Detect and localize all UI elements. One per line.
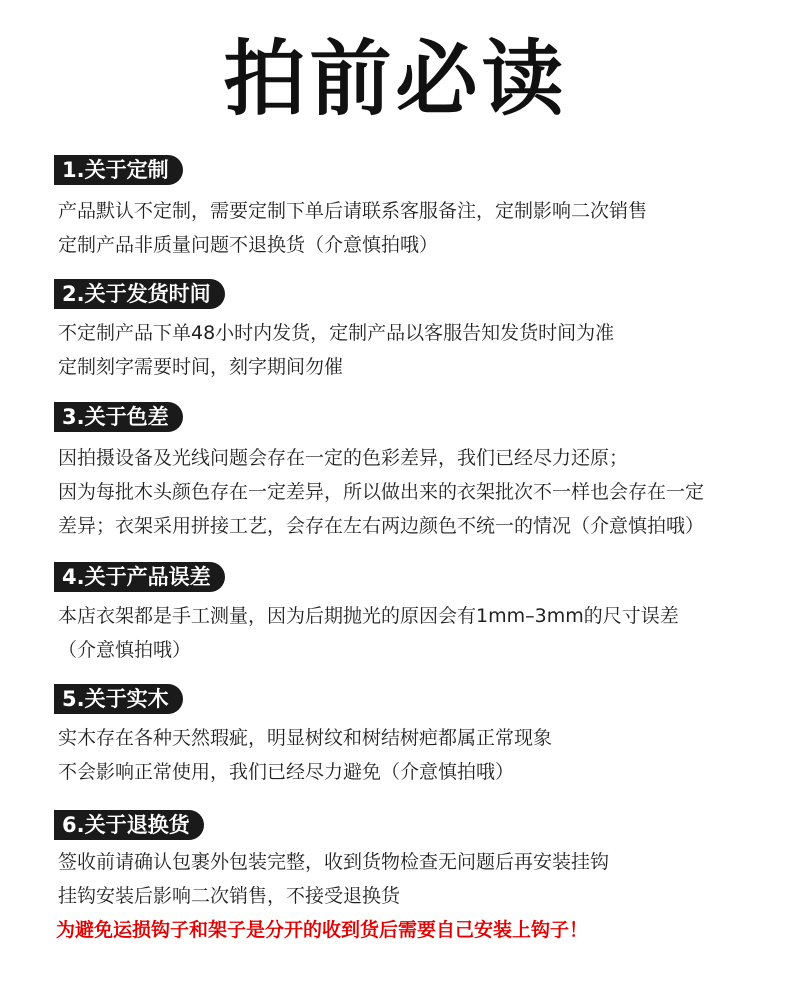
- section-heading-badge: 4.关于产品误差: [54, 562, 225, 592]
- page-title: 拍前必读: [223, 32, 568, 127]
- section-heading-badge: 2.关于发货时间: [54, 279, 225, 309]
- section-text-line: 定制刻字需要时间，刻字期间勿催: [58, 356, 344, 378]
- section-text-line: 实木存在各种天然瑕疵，明显树纹和树结树疤都属正常现象: [58, 727, 553, 749]
- section-text-line: 挂钩安装后影响二次销售，不接受退换货: [58, 885, 401, 907]
- section-text-line: 不会影响正常使用，我们已经尽力避免（介意慎拍哦）: [58, 761, 515, 783]
- section-text-line: （介意慎拍哦）: [58, 639, 192, 661]
- warning-text: 为避免运损钩子和架子是分开的收到货后需要自己安装上钩子！: [56, 919, 589, 941]
- section-text-line: 差异；衣架采用拼接工艺，会存在左右两边颜色不统一的情况（介意慎拍哦）: [58, 515, 705, 537]
- section-text-line: 签收前请确认包裹外包装完整，收到货物检查无问题后再安装挂钩: [58, 851, 610, 873]
- section-text-line: 本店衣架都是手工测量，因为后期抛光的原因会有1mm–3mm的尺寸误差: [58, 605, 679, 627]
- section-text-line: 因拍摄设备及光线问题会存在一定的色彩差异，我们已经尽力还原；: [58, 447, 629, 469]
- section-heading-badge: 1.关于定制: [54, 155, 183, 185]
- section-text-line: 不定制产品下单48小时内发货，定制产品以客服告知发货时间为准: [58, 322, 615, 344]
- section-heading-badge: 5.关于实木: [54, 684, 183, 714]
- section-heading-badge: 6.关于退换货: [54, 810, 204, 840]
- section-text-line: 产品默认不定制，需要定制下单后请联系客服备注，定制影响二次销售: [58, 200, 648, 222]
- section-text-line: 定制产品非质量问题不退换货（介意慎拍哦）: [58, 234, 439, 256]
- section-text-line: 因为每批木头颜色存在一定差异，所以做出来的衣架批次不一样也会存在一定: [58, 481, 705, 503]
- section-heading-badge: 3.关于色差: [54, 402, 183, 432]
